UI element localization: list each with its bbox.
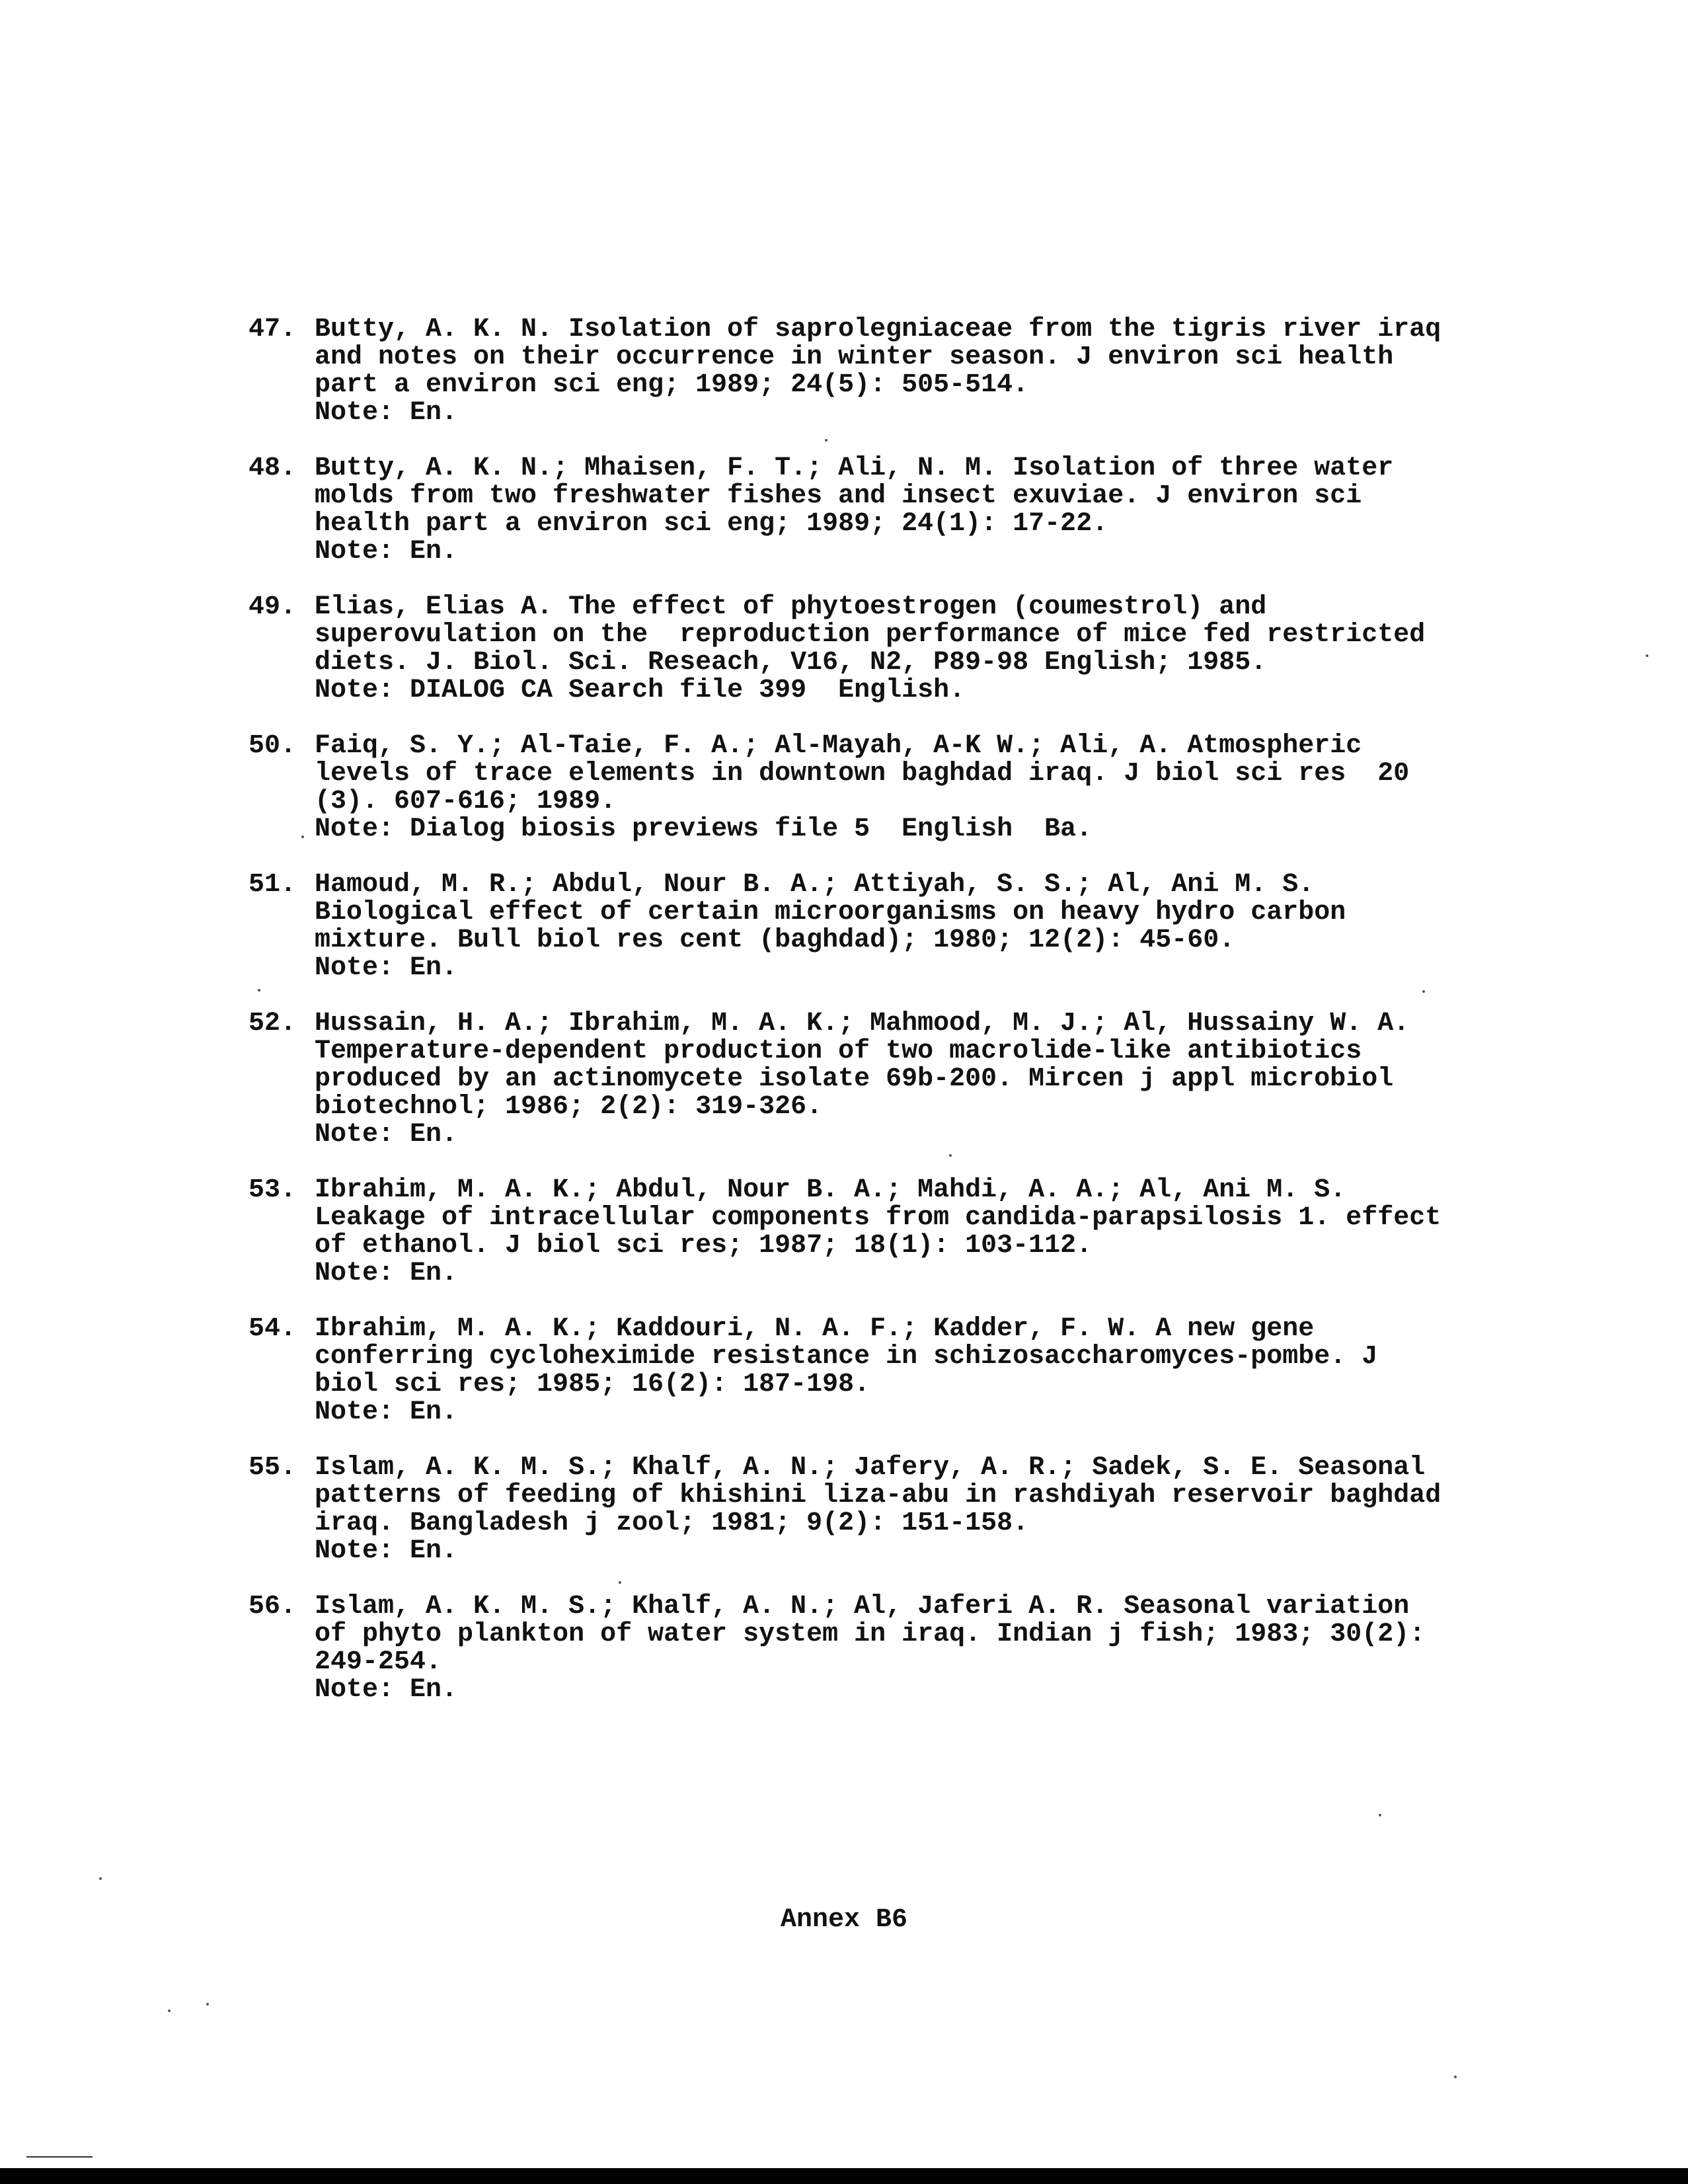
reference-line: 249-254.: [315, 1647, 442, 1677]
scan-speck: [301, 836, 304, 838]
reference-line: part a environ sci eng; 1989; 24(5): 505-514.: [315, 370, 1029, 400]
reference-line: Hussain, H. A.; Ibrahim, M. A. K.; Mahmood, M. J.; Al, Hussainy W. A.: [315, 1009, 1410, 1038]
reference-line: patterns of feeding of khishini liza-abu in rashdiyah reservoir baghdad: [315, 1481, 1441, 1510]
reference-line: health part a environ sci eng; 1989; 24(1): 17-22.: [315, 509, 1108, 539]
reference-line: conferring cycloheximide resistance in schizosaccharomyces-pombe. J: [315, 1342, 1378, 1372]
reference-number: 48.: [249, 453, 297, 483]
reference-line: Biological effect of certain microorganisms on heavy hydro carbon: [315, 898, 1346, 927]
reference-number: 49.: [249, 592, 297, 622]
reference-line: Note: En.: [315, 537, 458, 566]
reference-line: levels of trace elements in downtown baghdad iraq. J biol sci res 20: [315, 759, 1410, 789]
reference-line: Faiq, S. Y.; Al-Taie, F. A.; Al-Mayah, A-K W.; Ali, A. Atmospheric: [315, 731, 1362, 761]
reference-line: biotechnol; 1986; 2(2): 319-326.: [315, 1092, 823, 1122]
reference-entry: [249, 1010, 1531, 1149]
reference-line: Hamoud, M. R.; Abdul, Nour B. A.; Attiyah, S. S.; Al, Ani M. S.: [315, 870, 1315, 900]
scan-speck: [825, 439, 827, 442]
reference-number: 50.: [249, 731, 297, 761]
scan-speck: [1422, 990, 1425, 993]
reference-line: superovulation on the reproduction performance of mice fed restricted: [315, 620, 1426, 650]
reference-entry: [249, 1593, 1531, 1704]
reference-line: produced by an actinomycete isolate 69b-200. Mircen j appl microbiol: [315, 1064, 1394, 1094]
reference-entry: [249, 1177, 1531, 1288]
reference-line: Note: En.: [315, 953, 458, 983]
reference-line: molds from two freshwater fishes and insect exuviae. J environ sci: [315, 481, 1362, 511]
scan-speck: [1454, 2076, 1457, 2078]
reference-line: and notes on their occurrence in winter season. J environ sci health: [315, 342, 1394, 372]
reference-line: iraq. Bangladesh j zool; 1981; 9(2): 151-158.: [315, 1508, 1029, 1538]
reference-line: Elias, Elias A. The effect of phytoestrogen (coumestrol) and: [315, 592, 1267, 622]
reference-line: Leakage of intracellular components from candida-parapsilosis 1. effect: [315, 1203, 1441, 1233]
scan-bottom-edge: [0, 2168, 1688, 2184]
reference-list: [249, 316, 1531, 1732]
reference-text: [315, 1177, 1531, 1288]
reference-text: [315, 1010, 1531, 1149]
reference-entry: [249, 594, 1531, 705]
reference-line: Note: En.: [315, 1675, 458, 1705]
reference-line: Note: Dialog biosis previews file 5 English Ba.: [315, 814, 1093, 844]
reference-line: Note: En.: [315, 1536, 458, 1566]
reference-line: Note: En.: [315, 398, 458, 428]
reference-text: [315, 594, 1531, 705]
reference-entry: [249, 732, 1531, 843]
reference-line: Ibrahim, M. A. K.; Kaddouri, N. A. F.; Kadder, F. W. A new gene: [315, 1314, 1315, 1344]
reference-entry: [249, 455, 1531, 566]
reference-entry: [249, 1315, 1531, 1426]
scan-speck: [1646, 654, 1648, 657]
scan-speck: [168, 2009, 171, 2012]
reference-line: diets. J. Biol. Sci. Reseach, V16, N2, P89-98 English; 1985.: [315, 648, 1267, 678]
reference-line: Butty, A. K. N. Isolation of saprolegniaceae from the tigris river iraq: [315, 315, 1441, 344]
reference-number: 56.: [249, 1592, 297, 1621]
reference-line: Note: En.: [315, 1397, 458, 1427]
reference-line: biol sci res; 1985; 16(2): 187-198.: [315, 1370, 870, 1399]
reference-text: [315, 871, 1531, 982]
reference-line: Temperature-dependent production of two macrolide-like antibiotics: [315, 1036, 1362, 1066]
reference-number: 52.: [249, 1009, 297, 1038]
reference-line: of ethanol. J biol sci res; 1987; 18(1): 103-112.: [315, 1231, 1093, 1261]
scan-speck: [258, 989, 260, 992]
reference-line: Note: DIALOG CA Search file 399 English.: [315, 676, 966, 705]
reference-text: [315, 732, 1531, 843]
reference-entry: [249, 1454, 1531, 1565]
reference-line: Ibrahim, M. A. K.; Abdul, Nour B. A.; Mahdi, A. A.; Al, Ani M. S.: [315, 1175, 1346, 1205]
reference-line: (3). 607-616; 1989.: [315, 787, 617, 816]
reference-line: Note: En.: [315, 1259, 458, 1288]
scan-edge-line: [26, 2156, 93, 2158]
reference-text: [315, 1593, 1531, 1704]
reference-line: Islam, A. K. M. S.; Khalf, A. N.; Jafery, A. R.; Sadek, S. E. Seasonal: [315, 1453, 1426, 1483]
reference-line: Islam, A. K. M. S.; Khalf, A. N.; Al, Jaferi A. R. Seasonal variation: [315, 1592, 1410, 1621]
scan-speck: [949, 1154, 952, 1157]
reference-number: 51.: [249, 870, 297, 900]
reference-line: of phyto plankton of water system in iraq. Indian j fish; 1983; 30(2):: [315, 1619, 1426, 1649]
reference-text: [315, 316, 1531, 427]
reference-number: 55.: [249, 1453, 297, 1483]
reference-number: 47.: [249, 315, 297, 344]
scan-speck: [99, 1877, 102, 1880]
scan-speck: [1379, 1814, 1381, 1816]
reference-text: [315, 1315, 1531, 1426]
reference-line: Note: En.: [315, 1120, 458, 1150]
reference-entry: [249, 871, 1531, 982]
scan-speck: [206, 2003, 209, 2006]
page-footer-annex-label: Annex B6: [780, 1905, 908, 1935]
scan-speck: [619, 1581, 621, 1584]
reference-number: 54.: [249, 1314, 297, 1344]
reference-entry: [249, 316, 1531, 427]
reference-text: [315, 1454, 1531, 1565]
reference-text: [315, 455, 1531, 566]
reference-line: mixture. Bull biol res cent (baghdad); 1980; 12(2): 45-60.: [315, 925, 1235, 955]
reference-number: 53.: [249, 1175, 297, 1205]
reference-line: Butty, A. K. N.; Mhaisen, F. T.; Ali, N. M. Isolation of three water: [315, 453, 1394, 483]
